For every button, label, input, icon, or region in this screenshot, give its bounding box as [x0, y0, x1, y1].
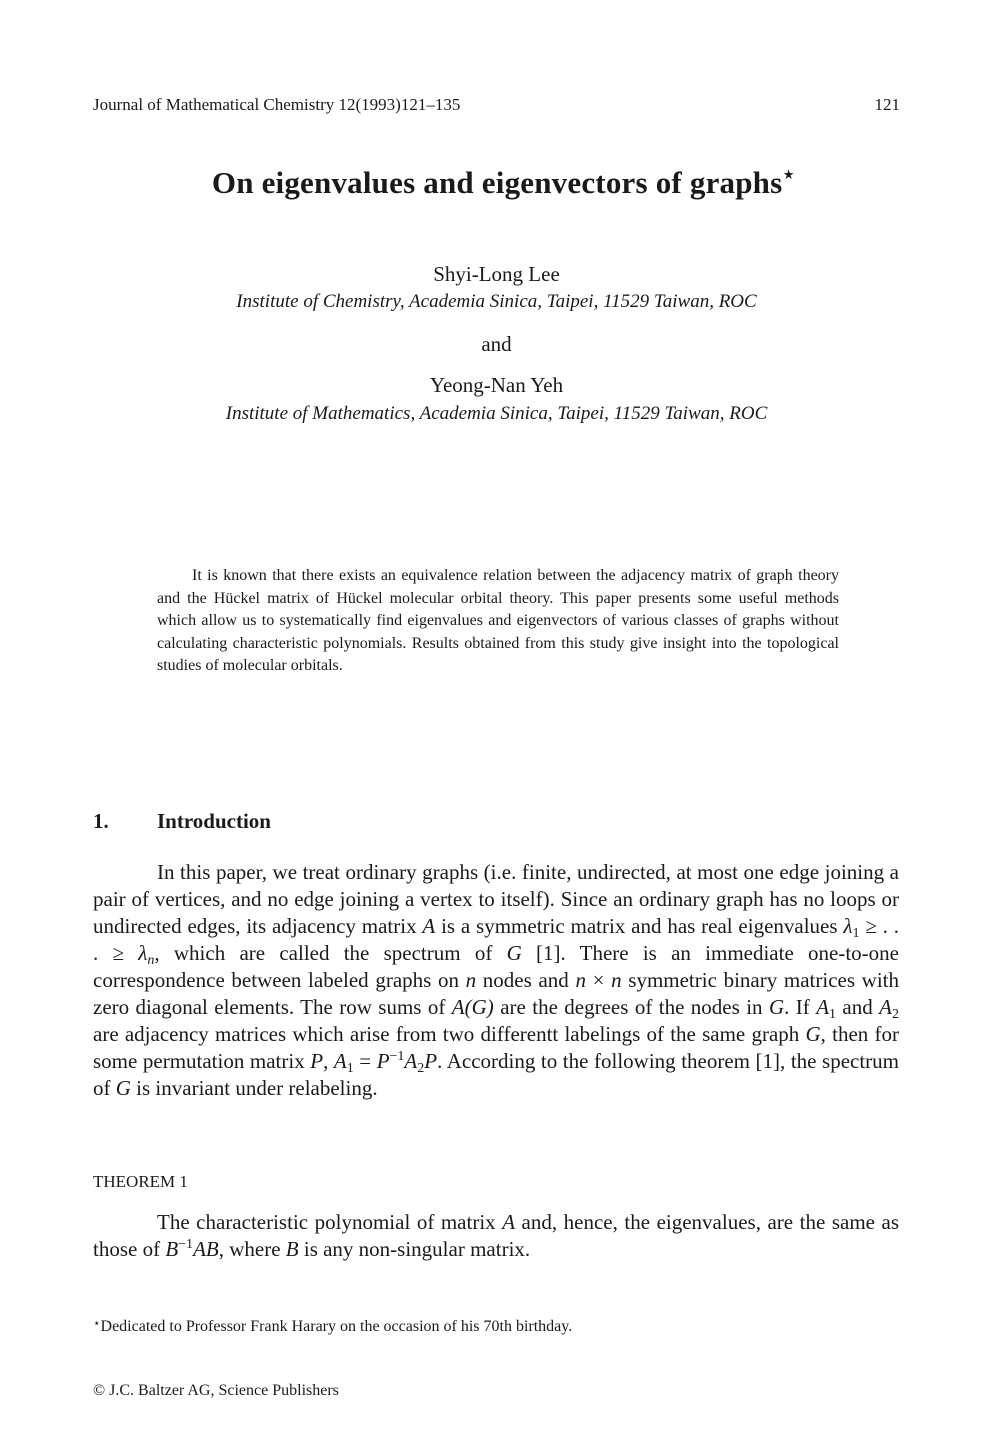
theorem-label: THEOREM 1	[93, 1172, 188, 1191]
title-footnote-mark: ⋆	[782, 164, 796, 186]
abstract: It is known that there exists an equivalence relation between the adjacency matrix of graph theory and the Hückel matrix of Hückel molecular orbital theory. This paper presents some useful methods which allow us to systematically find eigenvalues and eigenvectors of various classes of graphs without calculating characteristic polynomials. Results obtained from this study give insight into the topological studies of molecular orbitals.	[157, 567, 839, 675]
page-number: 121	[874, 95, 900, 114]
running-head: Journal of Mathematical Chemistry 12(1993)121–135	[93, 95, 461, 114]
author-name: Yeong-Nan Yeh	[429, 373, 564, 397]
section-title: Introduction	[157, 809, 271, 833]
intro-paragraph: In this paper, we treat ordinary graphs (i.e. finite, undirected, at most one edge joining a pair of vertices, and no edge joining a vertex to itself). Since an ordinary graph has no loops or undirected edges, its adjacency matrix A is a symmetric matrix and has real eigenvalues $\lambda_1$ ≥ . . . ≥ $\lambda_n$, which are called the spectrum of G [1]. There is an immediate one-to-one correspondence between labeled graphs on n nodes and n × n symmetric binary matrices with zero diagonal elements. The row sums of A(G) are the degrees of the nodes in G. If $A_1$ and $A_2$ are adjacency matrices which arise from two differentt labelings of the same graph G, then for some permutation matrix P, $A_1 = P^{-1}A_2P$. According to the following theorem [1], the spectrum of G is invariant under relabeling.	[93, 860, 900, 1100]
author-name: Shyi-Long Lee	[433, 262, 560, 286]
footnote	[93, 1316, 572, 1336]
author-affiliation: Institute of Chemistry, Academia Sinica, Taipei, 11529 Taiwan, ROC	[236, 291, 757, 312]
section-heading	[93, 809, 271, 834]
paper-title-text: On eigenvalues and eigenvectors of graphs	[211, 165, 783, 200]
section-number: 1.	[93, 809, 109, 833]
theorem-statement: The characteristic polynomial of matrix A and, hence, the eigenvalues, are the same as those of $B^{-1}AB$, where B is any non-singular matrix.	[93, 1210, 899, 1261]
author-separator: and	[481, 332, 512, 356]
copyright-line: © J.C. Baltzer AG, Science Publishers	[93, 1382, 339, 1399]
footnote-text: Dedicated to Professor Frank Harary on the occasion of his 70th birthday.	[100, 1318, 573, 1335]
footnote-mark: ⋆	[93, 1316, 101, 1330]
author-affiliation: Institute of Mathematics, Academia Sinica, Taipei, 11529 Taiwan, ROC	[225, 403, 768, 424]
paper-title	[0, 165, 1007, 201]
